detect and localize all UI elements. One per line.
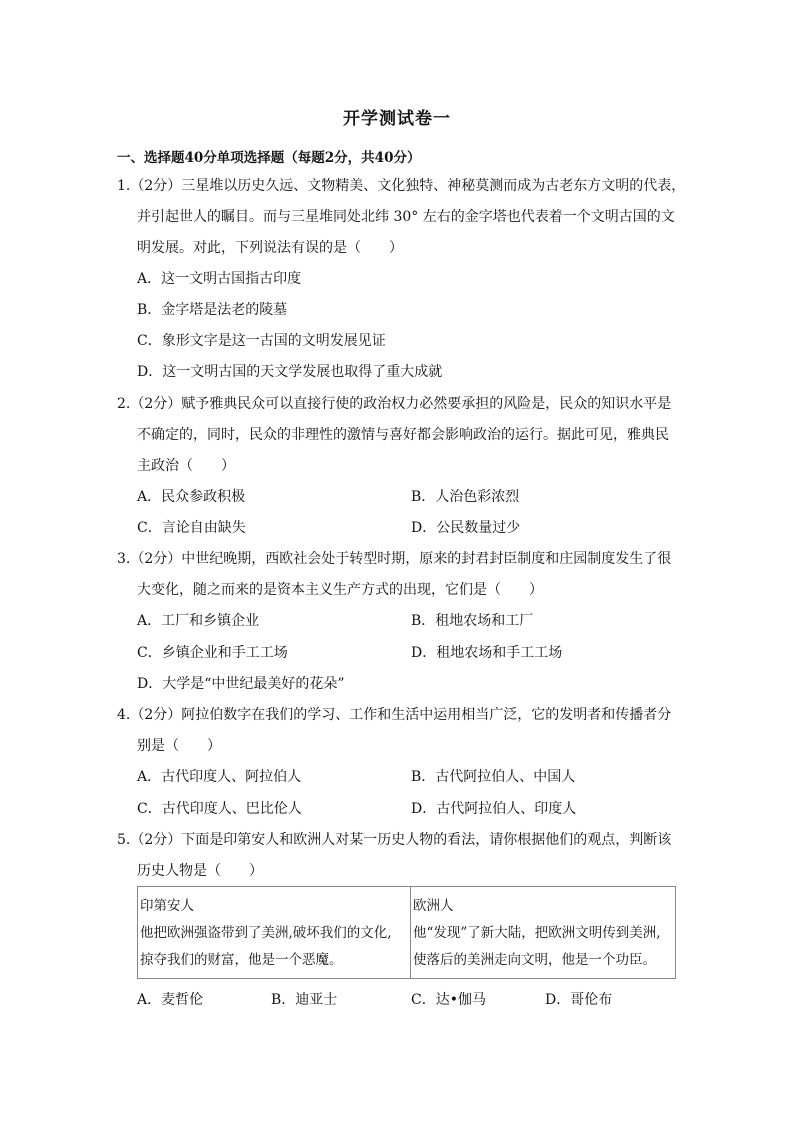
indian-view-heading: 印第安人 bbox=[140, 898, 194, 914]
q3-option-c: C．乡镇企业和手工工场 bbox=[137, 645, 288, 661]
q2-option-a: A．民众参政积极 bbox=[137, 489, 246, 505]
q1-stem-line: 1.（2分）三星堆以历史久远、文物精美、文化独特、神秘莫测而成为古老东方文明的代表， bbox=[117, 178, 686, 194]
q2-option-c: C．言论自由缺失 bbox=[137, 520, 246, 536]
q1-option-c: C．象形文字是这一古国的文明发展见证 bbox=[137, 333, 386, 349]
q3-stem-line: 3.（2分）中世纪晚期，西欧社会处于转型时期，原来的封君封臣制度和庄园制度发生了很 bbox=[117, 551, 672, 567]
q5-option-d: D．哥伦布 bbox=[545, 992, 613, 1008]
q3-option-b: B．租地农场和工厂 bbox=[411, 613, 534, 629]
q5-option-b: B．迪亚士 bbox=[271, 992, 338, 1008]
q4-stem-line: 4.（2分）阿拉伯数字在我们的学习、工作和生活中运用相当广泛，它的发明者和传播者分 bbox=[117, 707, 672, 723]
q2-stem-line: 2.（2分）赋予雅典民众可以直接行使的政治权力必然要承担的风险是，民众的知识水平是 bbox=[117, 396, 672, 412]
european-view-text: 他“发现”了新大陆，把欧洲文明传到美洲, bbox=[413, 925, 661, 941]
q3-stem-line: 大变化，随之而来的是资本主义生产方式的出现，它们是（ ） bbox=[137, 582, 543, 598]
q4-option-c: C．古代印度人、巴比伦人 bbox=[137, 801, 302, 817]
q5-option-c: C．达•伽马 bbox=[411, 992, 486, 1008]
page-title: 开学测试卷一 bbox=[343, 109, 451, 129]
indian-view-cell bbox=[138, 887, 411, 979]
q1-stem-line: 明发展。对此，下列说法有误的是（ ） bbox=[137, 240, 403, 256]
q4-option-a: A．古代印度人、阿拉伯人 bbox=[137, 769, 302, 785]
indian-view-text: 他把欧洲强盗带到了美洲,破坏我们的文化, bbox=[140, 925, 392, 941]
q3-option-a: A．工厂和乡镇企业 bbox=[137, 613, 260, 629]
q3-option-d: D．租地农场和手工工场 bbox=[411, 645, 563, 661]
section-heading: 一、选择题40分单项选择题（每题2分，共40分） bbox=[117, 150, 421, 166]
q2-option-b: B．人治色彩浓烈 bbox=[411, 489, 520, 505]
q1-option-d: D．这一文明古国的天文学发展也取得了重大成就 bbox=[137, 364, 443, 380]
q4-option-b: B．古代阿拉伯人、中国人 bbox=[411, 769, 576, 785]
views-table bbox=[137, 886, 676, 979]
european-view-heading: 欧洲人 bbox=[413, 898, 454, 914]
european-view-text: 使落后的美洲走向文明，他是一个功臣。 bbox=[413, 952, 656, 968]
q2-stem-line: 主政治（ ） bbox=[137, 458, 235, 474]
q1-stem-line: 并引起世人的瞩目。而与三星堆同处北纬 30° 左右的金字塔也代表着一个文明古国的文 bbox=[137, 209, 675, 225]
indian-view-text: 掠夺我们的财富，他是一个恶魔。 bbox=[140, 952, 343, 968]
q4-option-d: D．古代阿拉伯人、印度人 bbox=[411, 801, 577, 817]
q5-stem-line: 历史人物是（ ） bbox=[137, 863, 263, 879]
q2-option-d: D．公民数量过少 bbox=[411, 520, 521, 536]
q2-stem-line: 不确定的，同时，民众的非理性的激情与喜好都会影响政治的运行。据此可见，雅典民 bbox=[137, 427, 669, 443]
q3-option-extra: D．大学是“中世纪最美好的花朵” bbox=[137, 676, 345, 692]
european-view-cell bbox=[411, 887, 676, 979]
q5-option-a: A．麦哲伦 bbox=[137, 992, 204, 1008]
q1-option-a: A．这一文明古国指古印度 bbox=[137, 271, 302, 287]
q4-stem-line: 别是（ ） bbox=[137, 738, 221, 754]
q5-stem-line: 5.（2分）下面是印第安人和欧洲人对某一历史人物的看法，请你根据他们的观点，判断该 bbox=[117, 832, 672, 848]
q1-option-b: B．金字塔是法老的陵墓 bbox=[137, 302, 288, 318]
